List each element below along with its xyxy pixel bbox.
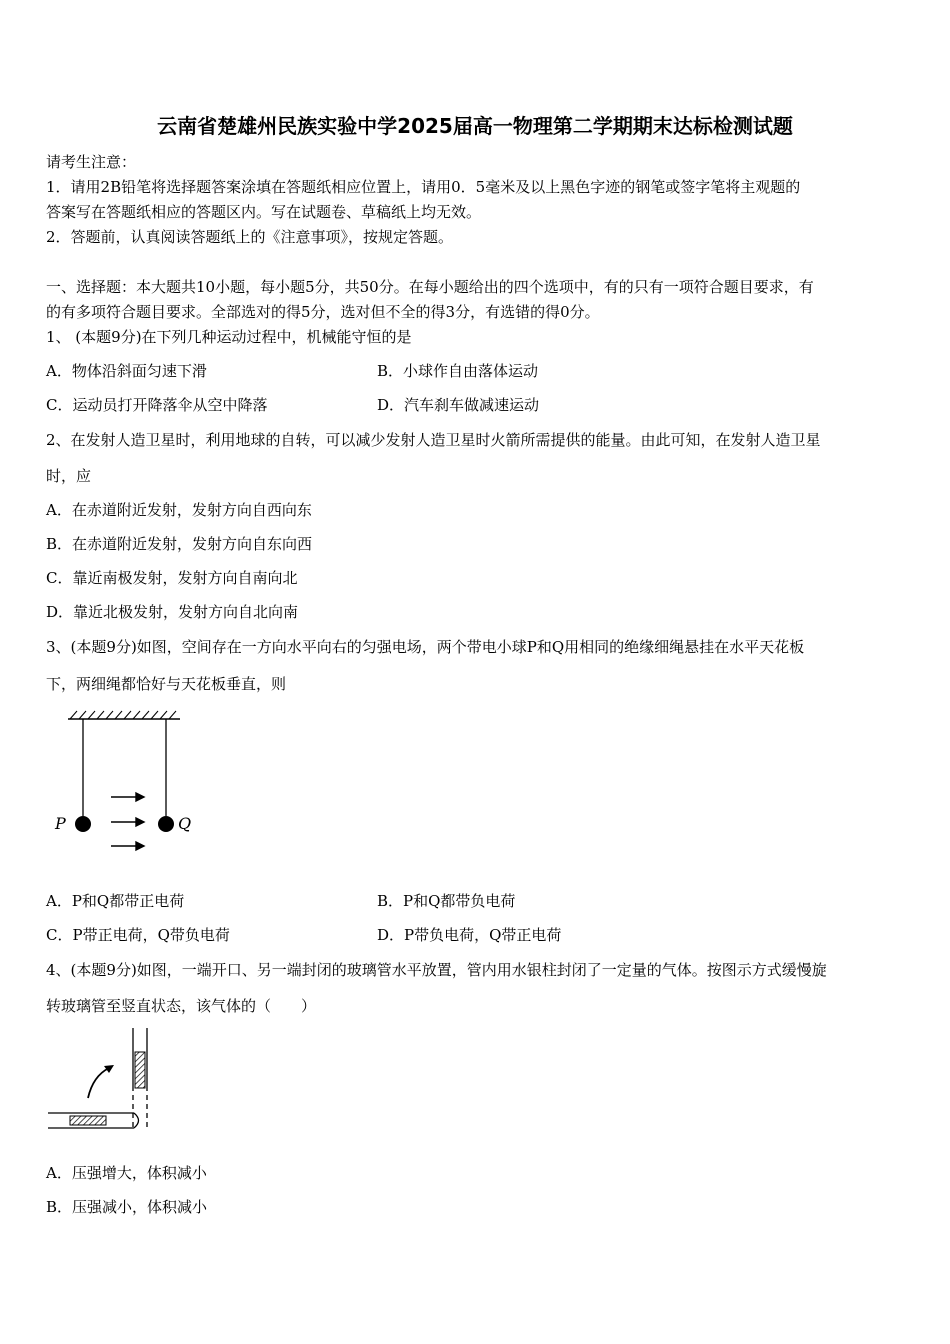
question-1-stem: 1、 (本题9分)在下列几种运动过程中，机械能守恒的是 bbox=[46, 328, 412, 346]
mercury-column-vertical bbox=[135, 1052, 145, 1088]
notice-heading: 请考生注意： bbox=[46, 153, 137, 171]
q1-option-b: B．小球作自由落体运动 bbox=[377, 362, 539, 380]
question-2-stem: 2、在发射人造卫星时，利用地球的自转，可以减少发射人造卫星时火箭所需提供的能量。由此可知，在发射人造卫星 bbox=[46, 431, 821, 449]
q3-option-b: B．P和Q都带负电荷 bbox=[377, 892, 516, 910]
section-intro: 一、选择题：本大题共10小题，每小题5分，共50分。在每小题给出的四个选项中，有的只有一项符合题目要求，有 bbox=[46, 278, 814, 296]
page-title: 云南省楚雄州民族实验中学2025届高一物理第二学期期末达标检测试题 bbox=[157, 114, 793, 138]
question-4-stem: 转玻璃管至竖直状态，该气体的（ ） bbox=[46, 997, 317, 1015]
question-3-stem: 3、(本题9分)如图，空间存在一方向水平向右的匀强电场，两个带电小球P和Q用相同的绝缘细绳悬挂在水平天花板 bbox=[46, 638, 805, 656]
rotation-arrow bbox=[88, 1068, 109, 1098]
q4-option-a: A．压强增大，体积减小 bbox=[46, 1164, 207, 1182]
glass-tube-figure bbox=[46, 1026, 161, 1136]
mercury-column-horizontal bbox=[70, 1116, 106, 1125]
notice-line: 2．答题前，认真阅读答题纸上的《注意事项》，按规定答题。 bbox=[46, 228, 454, 246]
q3-option-c: C．P带正电荷，Q带负电荷 bbox=[46, 926, 230, 944]
q1-option-d: D．汽车刹车做减速运动 bbox=[377, 396, 540, 414]
ball-p bbox=[75, 816, 91, 832]
section-intro: 的有多项符合题目要求。全部选对的得5分，选对但不全的得3分，有选错的得0分。 bbox=[46, 303, 600, 321]
q3-option-a: A．P和Q都带正电荷 bbox=[46, 892, 185, 910]
notice-line: 答案写在答题纸相应的答题区内。写在试题卷、草稿纸上均无效。 bbox=[46, 203, 482, 221]
q2-option-b: B．在赤道附近发射，发射方向自东向西 bbox=[46, 535, 313, 553]
q1-option-c: C．运动员打开降落伞从空中降落 bbox=[46, 396, 268, 414]
label-q: Q bbox=[178, 814, 192, 833]
q3-option-d: D．P带负电荷，Q带正电荷 bbox=[377, 926, 562, 944]
question-4-stem: 4、(本题9分)如图，一端开口、另一端封闭的玻璃管水平放置，管内用水银柱封闭了一定量的气体。按图示方式缓慢旋 bbox=[46, 961, 827, 979]
question-2-stem: 时，应 bbox=[46, 467, 92, 485]
notice-line: 1．请用2B铅笔将选择题答案涂填在答题纸相应位置上，请用0．5毫米及以上黑色字迹的钢笔或签字笔将主观题的 bbox=[46, 178, 801, 196]
q1-option-a: A．物体沿斜面匀速下滑 bbox=[46, 362, 207, 380]
q2-option-a: A．在赤道附近发射，发射方向自西向东 bbox=[46, 501, 312, 519]
q4-option-b: B．压强减小，体积减小 bbox=[46, 1198, 208, 1216]
q2-option-d: D．靠近北极发射，发射方向自北向南 bbox=[46, 603, 299, 621]
charged-balls-figure bbox=[50, 708, 190, 858]
question-3-stem: 下，两细绳都恰好与天花板垂直，则 bbox=[46, 675, 287, 693]
ball-q bbox=[158, 816, 174, 832]
q2-option-c: C．靠近南极发射，发射方向自南向北 bbox=[46, 569, 298, 587]
field-arrows bbox=[111, 793, 144, 850]
label-p: P bbox=[55, 814, 66, 833]
